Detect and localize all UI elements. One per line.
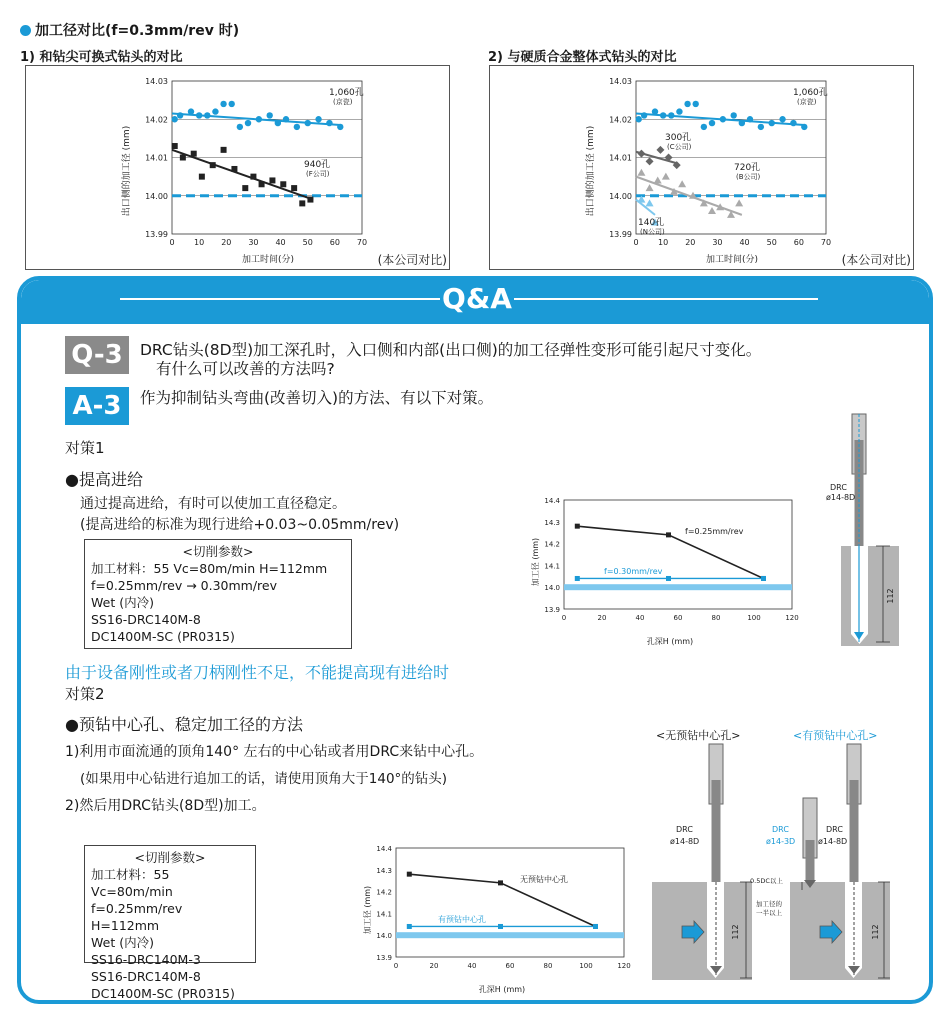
chart-1-xlabel: 加工时间(分) [241,255,295,265]
question-line-2: 有什么可以改善的方法吗? [156,360,335,378]
plot-area [396,848,624,957]
target-band [564,584,792,590]
chart-2-ann-top-sub: (京瓷) [797,98,817,106]
data-point [668,112,674,118]
chart-3-ylabel: 加工径 (mm) [531,537,540,587]
x-tick-label: 0 [393,962,399,970]
y-tick-label: 13.9 [376,954,392,962]
y-tick-label: 14.00 [145,191,168,201]
drill-diagram-1 [810,410,920,650]
with-pilot-caption: <有预钻中心孔> [793,729,878,742]
bullet-dot-icon [20,25,31,36]
params-2-header: <切削参数> [134,850,206,865]
data-point [245,120,251,126]
params-2-line: 加工材料：55 Vc=80m/min [91,867,173,899]
blue-note: 由于设备刚性或者刀柄刚性不足，不能提高现有进给时 [65,663,450,682]
params-1-header: <切削参数> [182,544,254,559]
question-line-1: DRC钻头(8D型)加工深孔时，入口侧和内部(出口侧)的加工径弹性变形可能引起尺寸变化。 [140,341,762,359]
y-tick-label: 14.2 [544,540,560,549]
params-2-line: DC1400M-SC (PR0315) [91,986,235,1001]
drill-4-label: DRC [826,825,843,834]
data-point [407,872,412,877]
data-point [210,162,216,168]
pilot-note-3: 一半以上 [756,909,782,917]
chart-2-ann-c-sub: (C公司) [667,143,692,151]
chart-2-frame [489,65,914,270]
data-point [237,124,243,130]
x-tick-label: 80 [543,962,553,970]
chart-4-series-1-label: 无预钻中心孔 [520,875,568,884]
chart-2-ann-n: 140孔 [638,218,665,228]
y-tick-label: 14.00 [609,191,632,201]
measure-2-title: 对策2 [65,685,105,703]
params-1-line: SS16-DRC140M-8 [91,612,201,627]
chart-1-ann-bot-sub: (F公司) [306,170,330,178]
x-tick-label: 120 [617,962,631,970]
data-point [498,880,503,885]
data-point [231,166,237,172]
chart-2-ann-b-sub: (B公司) [736,173,761,181]
data-point [676,108,682,114]
chart-3 [530,492,810,652]
params-1-line: Wet (内冷) [91,595,154,610]
drill-diagram-3 [742,740,902,985]
x-tick-label: 50 [766,238,777,247]
drill-4-depth: 112 [871,924,880,940]
a-badge: A-3 [65,387,129,425]
measure-2-bullet: ●预钻中心孔、稳定加工径的方法 [65,715,303,734]
data-point [242,185,248,191]
section-title: 加工径对比(f=0.3mm/rev 时) [20,20,239,40]
subtitle-1: 1) 和钻尖可换式钻头的对比 [20,50,183,65]
data-point [652,108,658,114]
x-tick-label: 40 [739,238,750,247]
data-point [790,120,796,126]
data-point [250,174,256,180]
drill-2-depth: 112 [731,924,740,940]
qa-title-line-left [120,298,440,300]
chart-2-ann-b: 720孔 [734,163,761,173]
x-tick-label: 80 [711,614,721,622]
data-point [294,124,300,130]
plot-area [564,500,792,609]
y-tick-label: 13.99 [609,230,632,239]
data-point [779,116,785,122]
y-tick-label: 14.3 [376,866,392,875]
drill-1-depth: 112 [886,588,895,604]
data-point [315,116,321,122]
y-tick-label: 14.02 [609,115,632,125]
params-2-line: Wet (内冷) [91,935,154,950]
x-tick-label: 20 [597,614,607,622]
chart-1-frame [25,65,450,270]
cutting-params-1 [84,539,352,649]
measure-2-line-1: 1)利用市面流通的顶角140° 左右的中心钻或者用DRC来钻中心孔。 [65,744,484,760]
y-tick-label: 14.3 [544,518,560,527]
data-point [188,108,194,114]
y-tick-label: 14.2 [376,888,392,897]
pilot-note-2: 加工径的 [756,900,782,908]
x-tick-label: 40 [635,614,645,622]
chart-1-ann-bot: 940孔 [304,160,331,170]
params-1-line: 加工材料：55 Vc=80m/min H=112mm [91,561,328,576]
qa-title-line-right [514,298,818,300]
data-point [269,177,275,183]
answer-text: 作为抑制钻头弯曲(改善切入)的方法、有以下对策。 [140,389,494,407]
data-point [275,120,281,126]
x-tick-label: 0 [633,238,639,247]
measure-1-bullet: ●提高进给 [65,470,143,489]
chart-1-ann-top: 1,060孔 [329,88,364,98]
data-point [229,101,235,107]
q-badge: Q-3 [65,336,129,374]
measure-1-title: 对策1 [65,439,105,457]
data-point [177,112,183,118]
data-point [256,116,262,122]
data-point [191,151,197,157]
y-tick-label: 13.99 [145,230,168,239]
data-point [180,155,186,161]
drill-3-size: ø14-3D [766,837,796,846]
x-tick-label: 40 [467,962,477,970]
chart-2-xlabel: 加工时间(分) [705,255,759,265]
data-point [666,576,671,581]
x-tick-label: 10 [194,238,205,247]
x-tick-label: 70 [356,238,368,247]
data-point [305,120,311,126]
chart-1-ann-top-sub: (京瓷) [333,98,353,106]
data-point [172,116,178,122]
y-tick-label: 14.1 [544,562,560,571]
chart-1-ylabel: 出口侧的加工径 (mm) [122,125,132,217]
data-point [641,112,647,118]
chart-3-xlabel: 孔深H (mm) [646,637,694,646]
drill-3-label: DRC [772,825,789,834]
chart-2-ylabel: 出口侧的加工径 (mm) [586,125,596,217]
x-tick-label: 60 [793,238,804,247]
measure-2-line-3: 2)然后用DRC钻头(8D型)加工。 [65,798,266,814]
data-point [720,116,726,122]
data-point [747,116,753,122]
data-point [593,924,598,929]
x-tick-label: 120 [785,614,799,622]
data-point [684,101,690,107]
y-tick-label: 14.0 [376,932,392,941]
chart-4-xlabel: 孔深H (mm) [478,985,526,994]
data-point [196,112,202,118]
drill-4-size: ø14-8D [818,837,848,846]
data-point [769,120,775,126]
drill-2-size: ø14-8D [670,837,700,846]
data-point [291,185,297,191]
x-tick-label: 100 [579,962,593,970]
y-tick-label: 14.01 [609,153,632,163]
drill-1-size: ø14-8D [826,493,856,502]
data-point [758,124,764,130]
x-tick-label: 40 [275,238,286,247]
x-tick-label: 20 [685,238,696,247]
y-tick-label: 14.4 [376,845,392,853]
data-point [498,924,503,929]
params-2-line: f=0.25mm/rev H=112mm [91,901,183,933]
chart-4 [362,840,642,1000]
chart-3-series-2-label: f=0.30mm/rev [604,567,663,576]
y-tick-label: 14.1 [376,910,392,919]
x-tick-label: 60 [673,614,683,622]
chart-2 [490,66,915,271]
data-point [172,143,178,149]
data-point [701,124,707,130]
data-point [199,174,205,180]
params-2-line: SS16-DRC140M-3 [91,952,201,967]
x-tick-label: 20 [221,238,232,247]
data-point [204,112,210,118]
measure-1-line-1: 通过提高进给，有时可以使加工直径稳定。 [80,496,346,512]
params-1-line: f=0.25mm/rev → 0.30mm/rev [91,578,277,593]
y-tick-label: 14.01 [145,153,168,163]
data-point [280,181,286,187]
y-tick-label: 14.0 [544,584,560,593]
qa-title: Q&A [442,282,512,315]
data-point [267,112,273,118]
x-tick-label: 30 [248,238,259,247]
data-point [666,532,671,537]
chart-1-note: (本公司对比) [377,253,447,267]
data-point [709,120,715,126]
data-point [731,112,737,118]
data-point [307,197,313,203]
x-tick-label: 0 [169,238,175,247]
x-tick-label: 100 [747,614,761,622]
data-point [220,101,226,107]
data-point [575,576,580,581]
x-tick-label: 60 [329,238,340,247]
x-tick-label: 0 [561,614,567,622]
x-tick-label: 10 [658,238,669,247]
data-point [283,116,289,122]
measure-2-line-2: (如果用中心钻进行追加工的话，请使用顶角大于140°的钻头) [80,771,448,787]
data-point [337,124,343,130]
data-point [636,116,642,122]
data-point [660,112,666,118]
chart-2-ann-top: 1,060孔 [793,88,828,98]
drill-2-label: DRC [676,825,693,834]
y-tick-label: 14.03 [609,77,632,86]
y-tick-label: 13.9 [544,606,560,614]
data-point [761,576,766,581]
data-point [739,120,745,126]
target-band [396,932,624,938]
x-tick-label: 20 [429,962,439,970]
chart-1 [26,66,451,271]
params-1-line: DC1400M-SC (PR0315) [91,629,235,644]
chart-2-ann-c: 300孔 [665,133,692,143]
data-point [326,120,332,126]
chart-3-series-1-label: f=0.25mm/rev [685,527,744,536]
x-tick-label: 30 [712,238,723,247]
x-tick-label: 70 [820,238,832,247]
data-point [693,101,699,107]
chart-4-series-2-label: 有预钻中心孔 [438,915,486,924]
data-point [801,124,807,130]
y-tick-label: 14.02 [145,115,168,125]
y-tick-label: 14.4 [544,497,560,505]
params-2-line: SS16-DRC140M-8 [91,969,201,984]
measure-1-line-2: (提高进给的标准为现行进给+0.03~0.05mm/rev) [80,517,400,533]
x-tick-label: 50 [302,238,313,247]
no-pilot-caption: <无预钻中心孔> [656,729,741,742]
subtitle-2: 2) 与硬质合金整体式钻头的对比 [488,50,677,65]
data-point [299,200,305,206]
chart-2-ann-n-sub: (N公司) [640,228,665,236]
data-point [575,524,580,529]
data-point [221,147,227,153]
pilot-note-1: 0.5DC以上 [750,877,783,885]
data-point [259,181,265,187]
drill-1-label: DRC [830,483,847,492]
chart-4-ylabel: 加工径 (mm) [363,885,372,935]
data-point [407,924,412,929]
cutting-params-2 [84,845,256,1001]
x-tick-label: 60 [505,962,515,970]
y-tick-label: 14.03 [145,77,168,86]
data-point [212,108,218,114]
chart-2-note: (本公司对比) [841,253,911,267]
